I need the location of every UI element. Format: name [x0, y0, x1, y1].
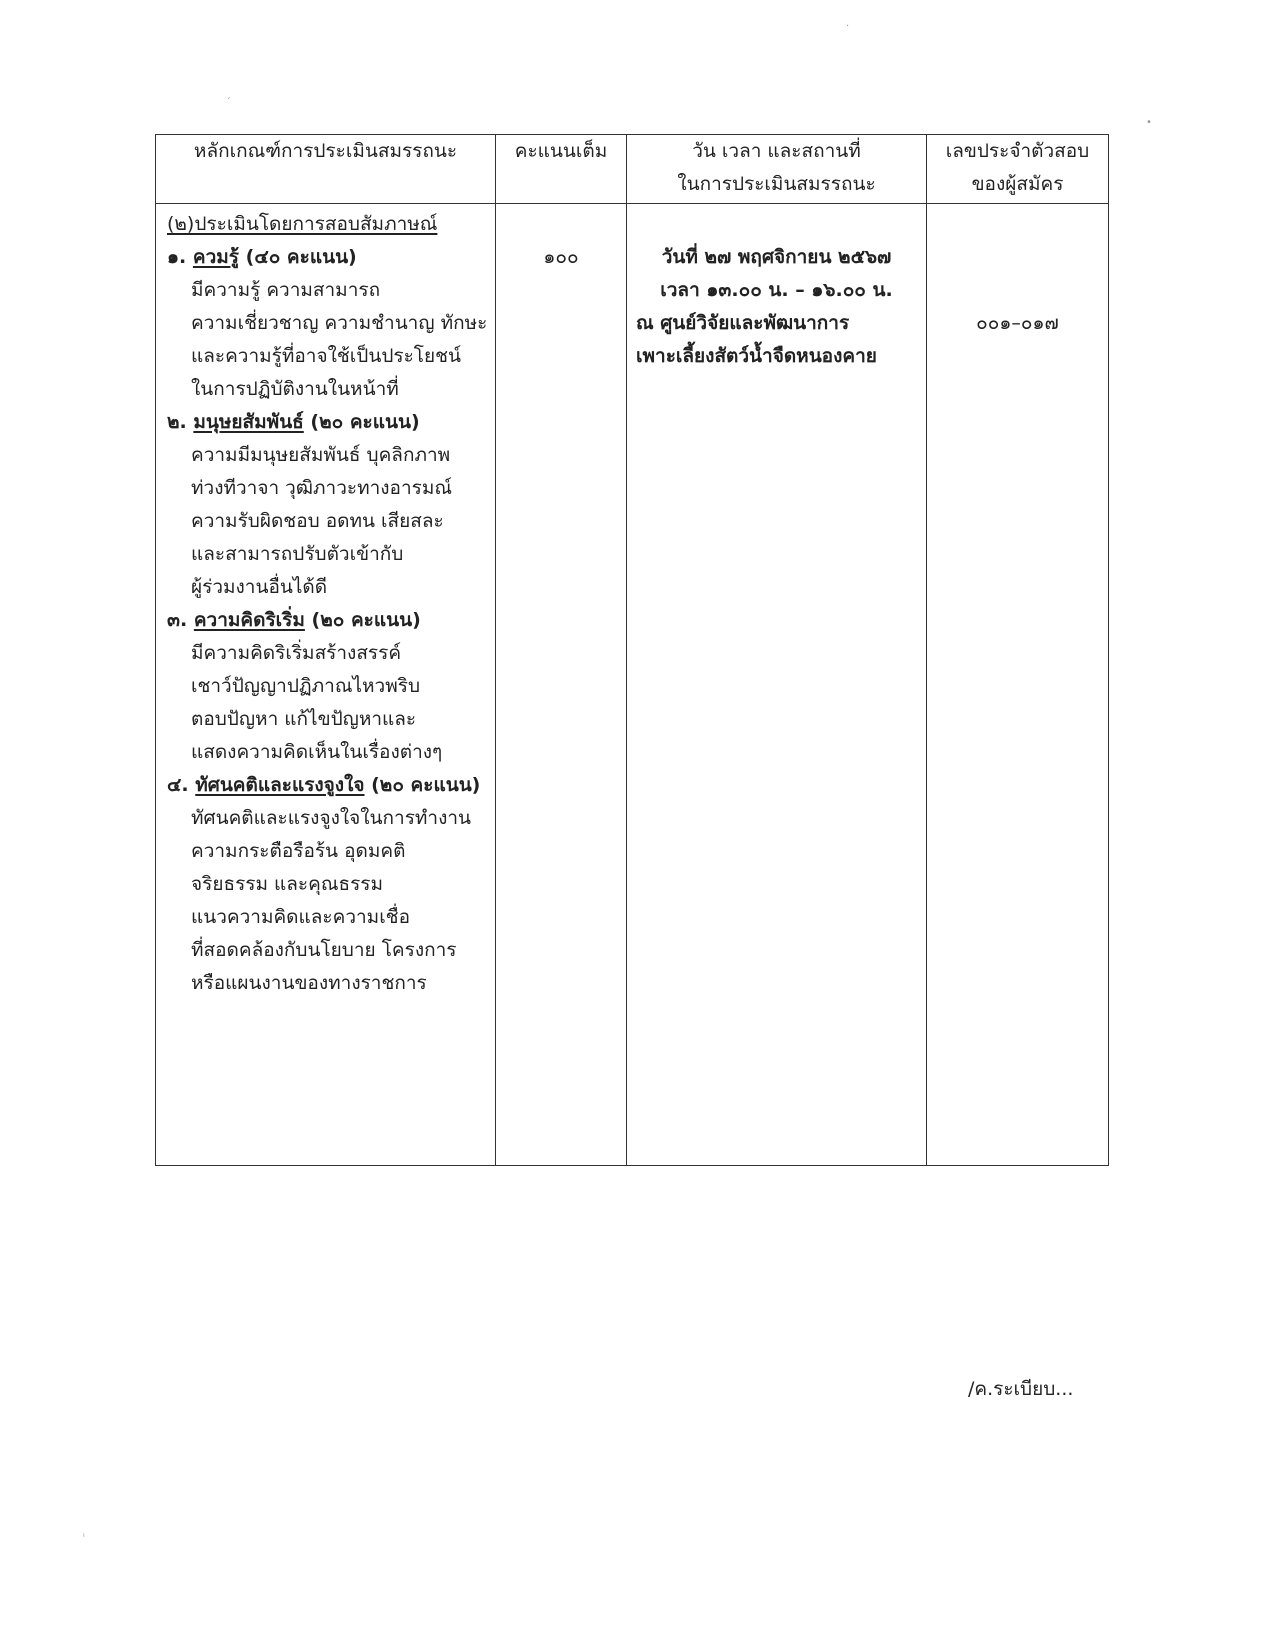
- full-score-value: ๑๐๐: [543, 246, 579, 268]
- header-date-time-place: [627, 135, 927, 204]
- criterion-description-line: ผู้ร่วมงานอื่นได้ดี: [191, 576, 328, 598]
- scan-speck: ·: [846, 21, 850, 32]
- header-criteria-line: หลักเกณฑ์การประเมินสมรรถนะ: [193, 140, 458, 162]
- criterion-description-line: ตอบปัญหา แก้ไขปัญหาและ: [191, 708, 417, 730]
- criterion-description-line: ท่วงทีวาจา วุฒิภาวะทางอารมณ์: [191, 477, 452, 499]
- criterion-name: มนุษยสัมพันธ์: [193, 411, 304, 433]
- header-criteria: [156, 135, 496, 204]
- criterion-heading: [167, 406, 495, 439]
- exam-place-line-1: ณ ศูนย์วิจัยและพัฒนาการ: [636, 312, 850, 334]
- criterion-description-line: ที่สอดคล้องกับนโยบาย โครงการ: [191, 939, 457, 961]
- scan-speck: ˊ: [226, 97, 231, 108]
- scan-speck: •: [1146, 117, 1152, 128]
- criterion-points: (๔๐ คะแนน): [245, 246, 357, 268]
- criterion-heading: [167, 241, 495, 274]
- date-time-place-cell: [627, 204, 927, 1166]
- criteria-intro: (๒)ประเมินโดยการสอบสัมภาษณ์: [167, 213, 438, 235]
- exam-time: เวลา ๑๓.๐๐ น. – ๑๖.๐๐ น.: [660, 279, 893, 301]
- criterion-number: ๒.: [167, 411, 187, 433]
- header-id-line-1: เลขประจำตัวสอบ: [945, 140, 1090, 162]
- criterion-description-line: ในการปฏิบัติงานในหน้าที่: [191, 378, 399, 400]
- table-row: [156, 204, 1109, 1166]
- criterion-description-line: มีความรู้ ความสามารถ: [191, 279, 381, 301]
- criterion-description-line: มีความคิดริเริ่มสร้างสรรค์: [191, 642, 402, 664]
- criterion-description-line: แนวความคิดและความเชื่อ: [191, 906, 410, 928]
- criterion-points: (๒๐ คะแนน): [371, 774, 481, 796]
- scan-speck: ᵢ: [83, 1529, 85, 1540]
- criterion-description-line: ความมีมนุษยสัมพันธ์ บุคลิกภาพ: [191, 444, 451, 466]
- criterion-description-line: แสดงความคิดเห็นในเรื่องต่างๆ: [191, 741, 443, 763]
- header-dtp-line-1: วัน เวลา และสถานที่: [692, 140, 861, 162]
- criterion-points: (๒๐ คะแนน): [310, 411, 420, 433]
- header-full-score-line: คะแนนเต็ม: [514, 140, 608, 162]
- criterion-number: ๑.: [167, 246, 187, 268]
- criterion-number: ๔.: [167, 774, 189, 796]
- criterion-description-line: จริยธรรม และคุณธรรม: [191, 873, 384, 895]
- header-id-line-2: ของผู้สมัคร: [971, 173, 1064, 195]
- criterion-heading: [167, 604, 495, 637]
- header-dtp-line-2: ในการประเมินสมรรถนะ: [677, 173, 876, 195]
- criterion-name: ความคิดริเริ่ม: [193, 609, 305, 631]
- criterion-description-line: เชาว์ปัญญาปฏิภาณไหวพริบ: [191, 675, 421, 697]
- criterion-name: ควมรู้: [192, 246, 240, 268]
- evaluation-table: [155, 134, 1109, 1166]
- criterion-points: (๒๐ คะแนน): [311, 609, 421, 631]
- criterion-description-line: ความรับผิดชอบ อดทน เสียสละ: [191, 510, 444, 532]
- criteria-cell: [156, 204, 496, 1166]
- criterion-description-line: และความรู้ที่อาจใช้เป็นประโยชน์: [191, 345, 462, 367]
- header-candidate-id: [927, 135, 1109, 204]
- criterion-heading: [167, 769, 495, 802]
- criterion-description-line: ทัศนคติและแรงจูงใจในการทำงาน: [191, 807, 472, 829]
- exam-date: วันที่ ๒๗ พฤศจิกายน ๒๕๖๗: [661, 246, 892, 268]
- criterion-description-line: และสามารถปรับตัวเข้ากับ: [191, 543, 404, 565]
- criterion-description-line: ความเชี่ยวชาญ ความชำนาญ ทักษะ: [191, 312, 488, 334]
- full-score-cell: [496, 204, 627, 1166]
- table-header-row: [156, 135, 1109, 204]
- criterion-number: ๓.: [167, 609, 188, 631]
- exam-place-line-2: เพาะเลี้ยงสัตว์น้ำจืดหนองคาย: [636, 345, 877, 367]
- continuation-note: /ค.ระเบียบ...: [968, 1378, 1074, 1400]
- criterion-name: ทัศนคติและแรงจูงใจ: [195, 774, 365, 796]
- criterion-description-line: หรือแผนงานของทางราชการ: [191, 972, 427, 994]
- header-full-score: [496, 135, 627, 204]
- candidate-id-cell: [927, 204, 1109, 1166]
- criterion-description-line: ความกระตือรือร้น อุดมคติ: [191, 840, 406, 862]
- candidate-id-range: ๐๐๑–๐๑๗: [976, 312, 1059, 334]
